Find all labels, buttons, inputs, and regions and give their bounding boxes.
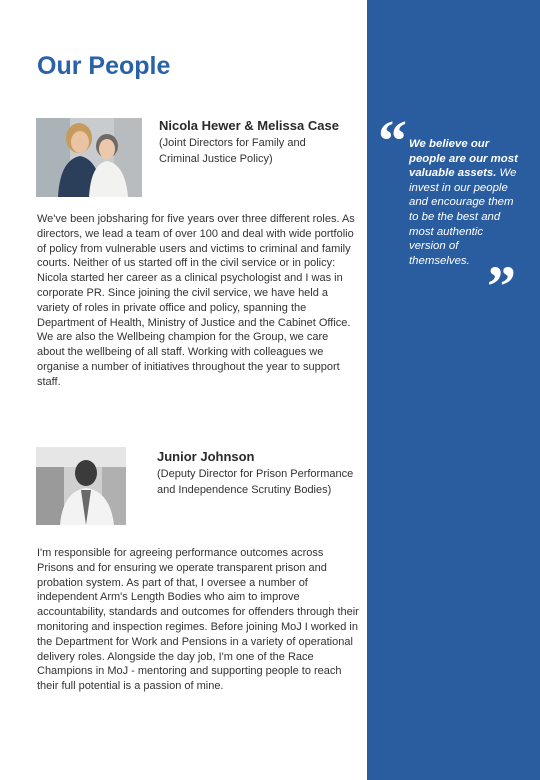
person-photo-johnson [36, 447, 126, 525]
quote-bold-text: We believe our people are our most valuable assets. [409, 138, 518, 180]
person-name: Nicola Hewer & Melissa Case [159, 118, 339, 133]
close-quote-icon: ” [487, 254, 516, 319]
page-title: Our People [37, 52, 171, 80]
quote-body-text: We invest in our people and encourage them to be the best and most authentic version of themselves. [409, 167, 517, 267]
person-role: (Joint Directors for Family and Criminal Justice Policy) [159, 137, 306, 165]
person-name: Junior Johnson [157, 449, 255, 464]
person-bio: We've been jobsharing for five years over three different roles. As directors, we lead a team of over 100 and deal with wide portfolio of policy from vulnerable users and victims to criminal and family courts. Neither of us started off in the civil service or in policy: Nicola started her career as a clinical psychologist and I was in corporate PR. Since joining the civil service, we have held a variety of roles in private office and policy, spanning the Department of Health, Ministry of Justice and the Cabinet Office. We are also the Wellbeing champion for the Group, we care about the wellbeing of all staff. Working with colleagues we organise a number of initiatives throughout the year to support staff. [37, 213, 355, 388]
person-bio: I'm responsible for agreeing performance outcomes across Prisons and for ensuring we operate transparent prison and probation system. As part of that, I oversee a number of independent Arm's Length Bodies who aim to improve accountability, standards and outcomes for offenders through their monitoring and inspection regimes. Before joining MoJ I worked in the Department for Work and Pensions in a variety of operational delivery roles. Alongside the day job, I'm one of the Race Champions in MoJ - mentoring and supporting people to reach their full potential is a passion of mine. [37, 547, 359, 693]
person-photo-hewer-case [36, 118, 142, 197]
quote-text [409, 137, 521, 268]
person-role: (Deputy Director for Prison Performance and Independence Scrutiny Bodies) [157, 468, 354, 496]
open-quote-icon: “ [378, 108, 407, 173]
